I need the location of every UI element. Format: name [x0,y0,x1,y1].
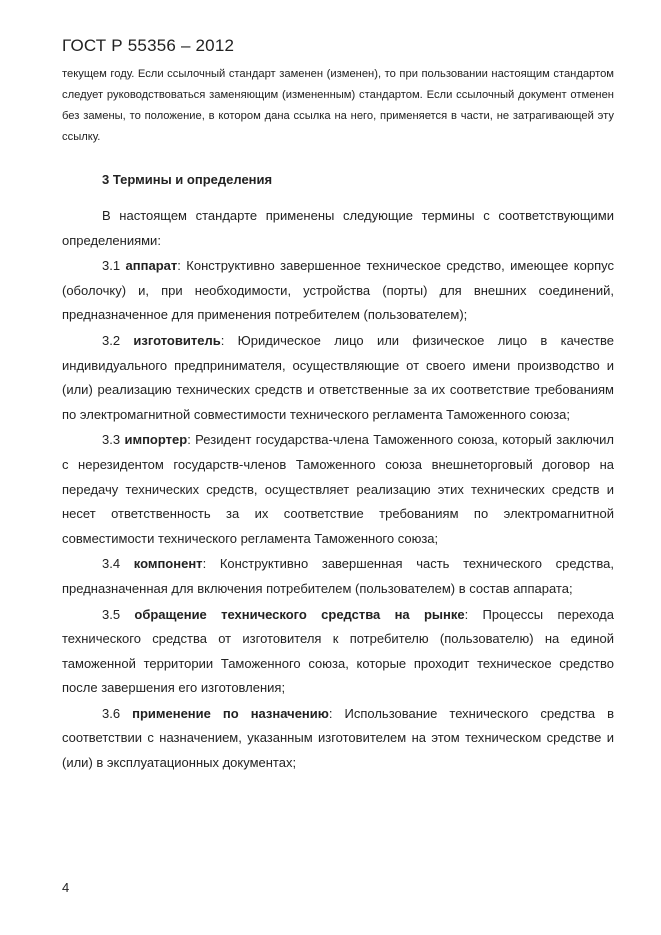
section-heading: 3 Термины и определения [102,172,273,187]
page-number: 4 [62,880,70,895]
term-definition: : Процессы перехода технического средства от изготовителя к потребителю (пользователю) на единой таможенной территории Таможенного союза, которые проходит техническое средство после завершения его изготовления; [62,606,614,696]
term-number: 3.6 [102,705,121,721]
term-number: 3.2 [102,332,121,348]
term-3-1 [62,254,614,328]
term-3-2 [62,329,614,427]
term-number: 3.1 [102,258,121,274]
lead-paragraph: В настоящем стандарте применены следующие термины с соответствующими определениями: [62,208,614,248]
term-3-6 [62,702,614,776]
term-3-5 [62,603,614,701]
term-title: изготовитель [133,332,221,348]
intro-paragraph: текущем году. Если ссылочный стандарт заменен (изменен), то при пользовании настоящим стандартом следует руководствоваться заменяющим (измененным) стандартом. Если ссылочный документ отменен без замены, то положение, в котором дана ссылка на него, применяется в части, не затрагивающей эту ссылку. [62,68,614,143]
document-header: ГОСТ Р 55356 – 2012 [62,36,235,55]
term-number: 3.3 [102,432,121,448]
terms-body [62,204,614,776]
term-definition: : Резидент государства-члена Таможенного союза, который заключил с нерезидентом государств-членов Таможенного союза внешнеторговый договор на передачу технических средств, осуществляет реализацию этих технических средств и несет ответственность за их соответствие требованиям по электромагнитной совместимости технического регламента Таможенного союза; [62,432,614,546]
term-3-4 [62,552,614,601]
term-definition: : Юридическое лицо или физическое лицо в качестве индивидуального предпринимателя, осуществляющие от своего имени производство и (или) реализацию технических средств и ответственные за их соответствие требованиям по электромагнитной совместимости технического регламента Таможенного союза; [62,332,614,422]
term-definition: : Конструктивно завершенная часть технического средства, предназначенная для включения потребителем (пользователем) в состав аппарата; [62,556,614,596]
term-title: применение по назначению [132,705,329,721]
term-definition: : Использование технического средства в соответствии с назначением, указанным изготовителем на этом техническом средстве и (или) в эксплуатационных документах; [62,705,614,771]
term-title: аппарат [125,258,178,274]
term-number: 3.4 [102,556,121,572]
term-3-3 [62,428,614,551]
term-number: 3.5 [102,606,121,622]
term-definition: : Конструктивно завершенное техническое средство, имеющее корпус (оболочку) и, при необходимости, устройства (порты) для внешних соединений, предназначенное для применения потребителем (пользователем); [62,258,614,323]
term-title: компонент [133,556,203,572]
term-title: обращение технического средства на рынке [134,606,465,622]
term-title: импортер [124,432,188,448]
